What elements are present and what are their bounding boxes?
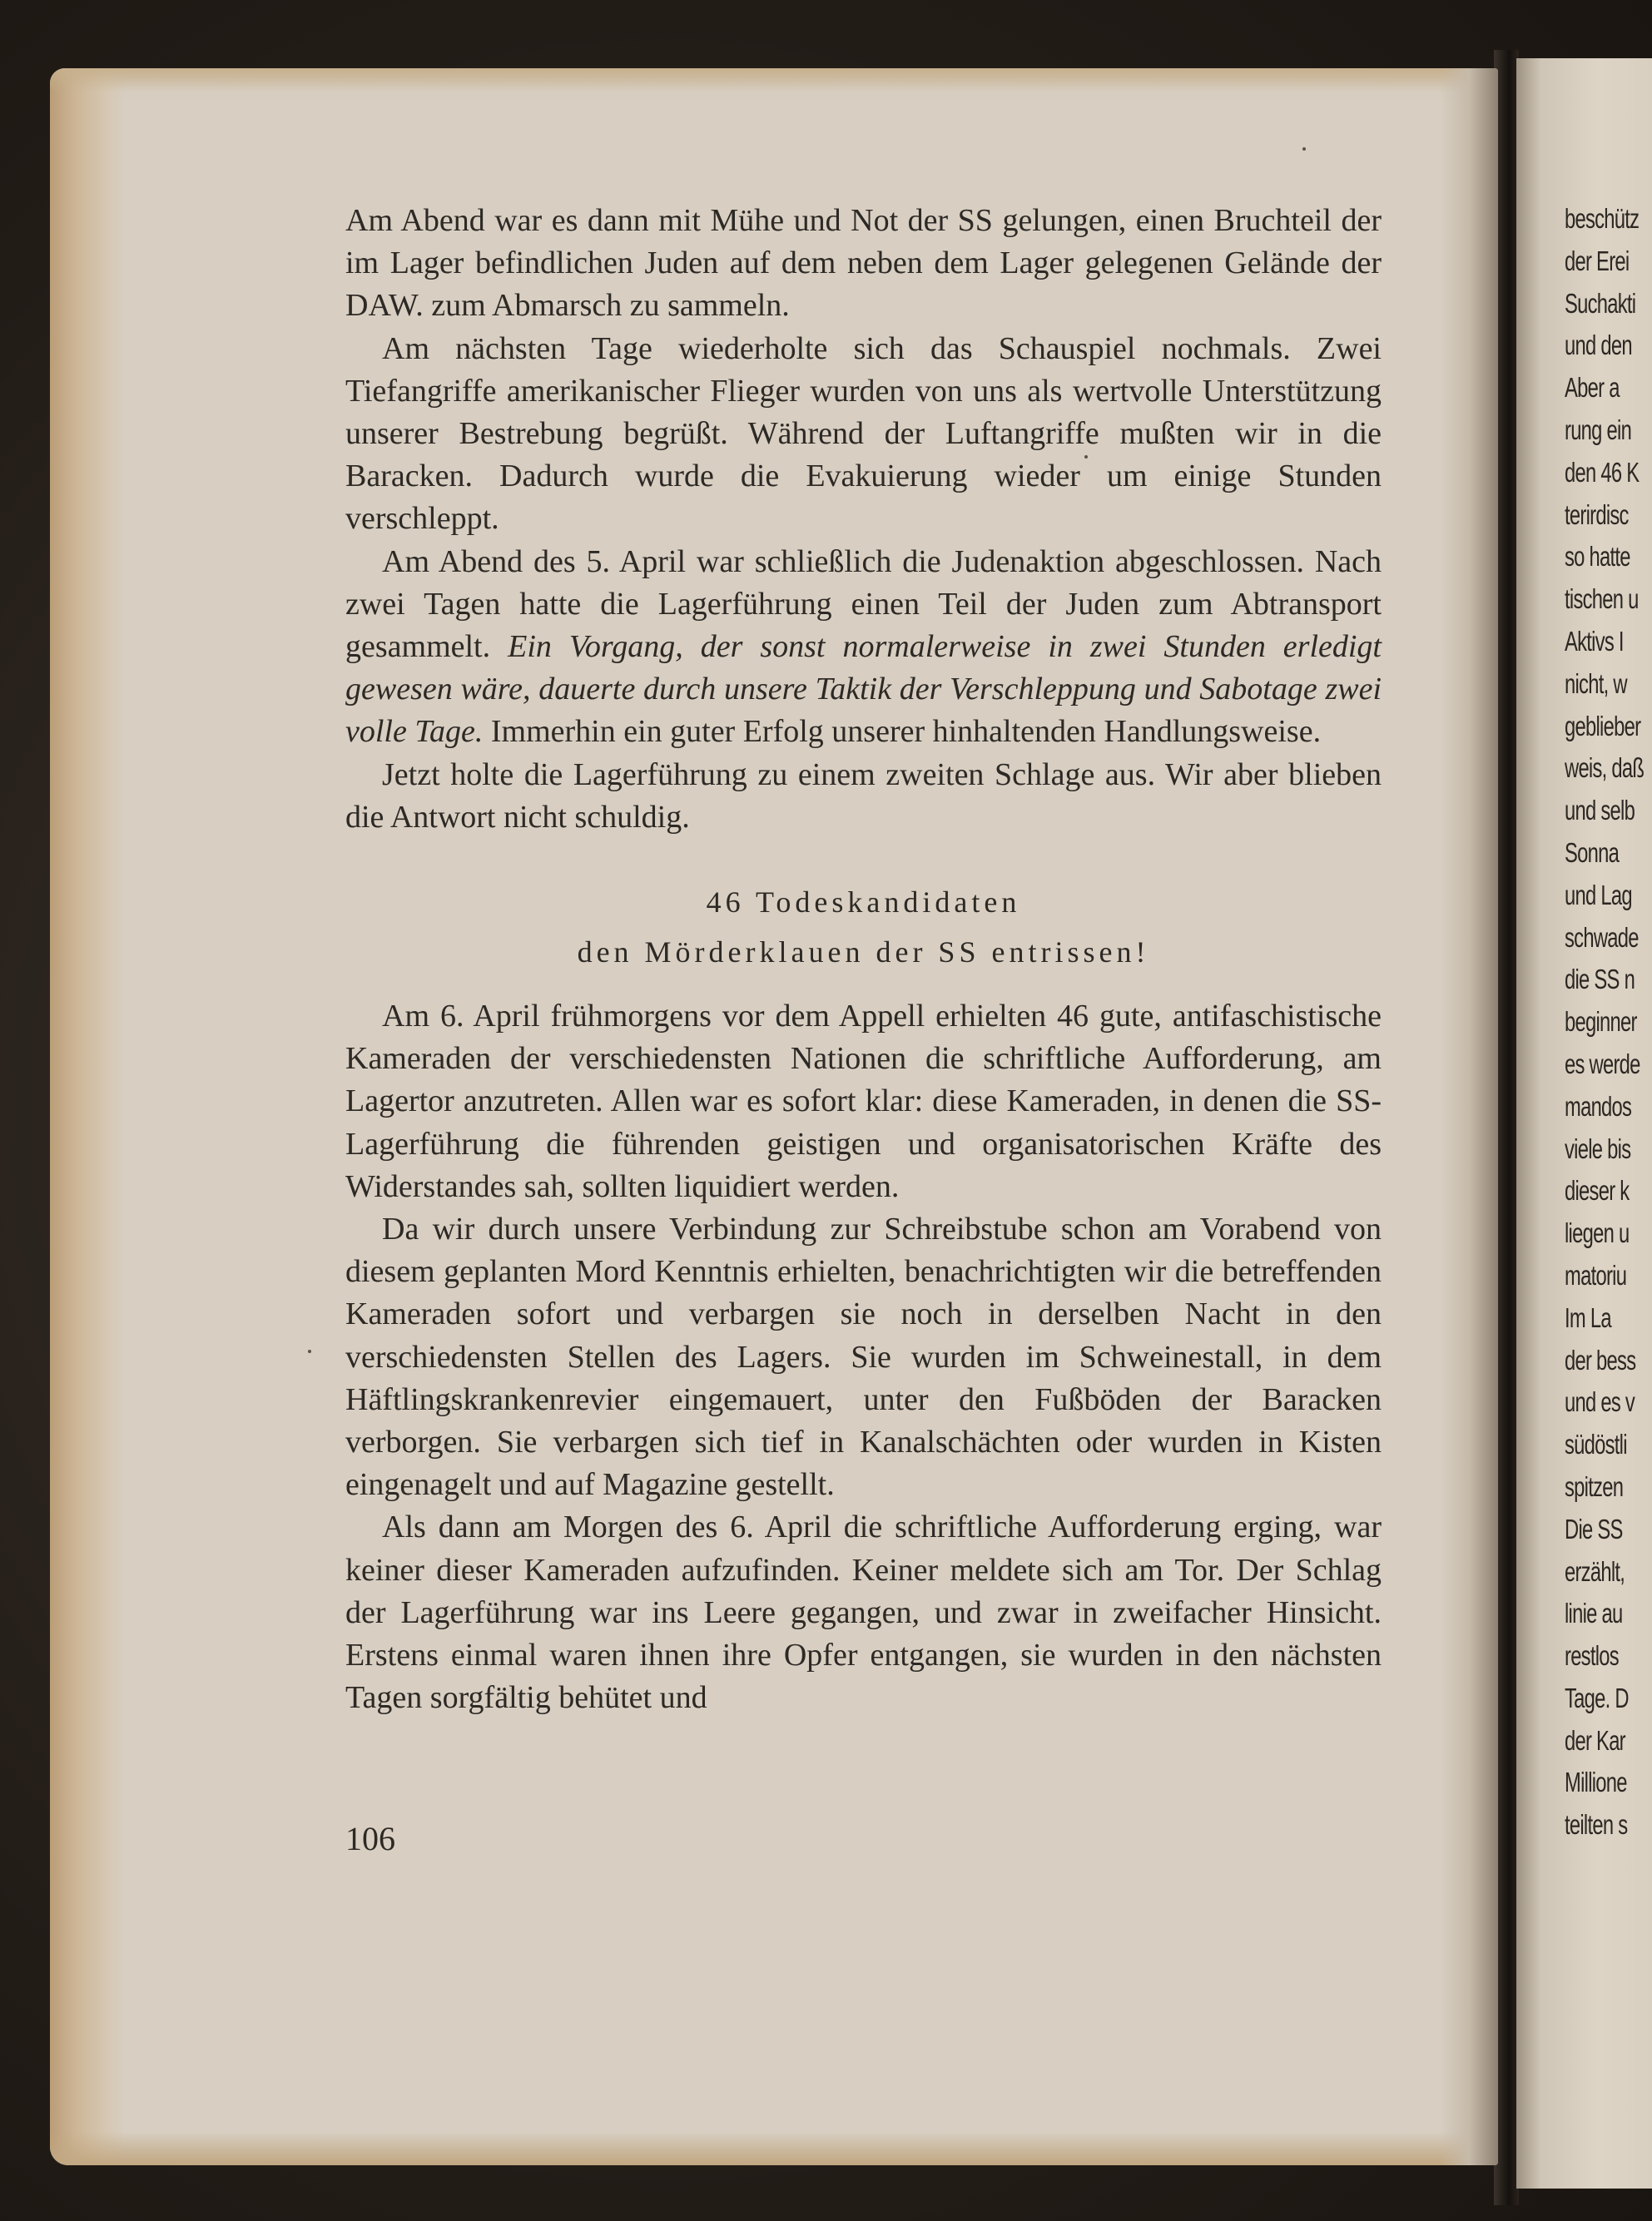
right-page-line: und Lag	[1565, 879, 1632, 910]
right-page-line: beschütz	[1565, 203, 1640, 234]
right-page-line: terirdisc	[1565, 498, 1629, 530]
right-page-line: Millione	[1565, 1767, 1627, 1798]
right-page-line: Suchakti	[1565, 287, 1636, 319]
right-page-line: es werde	[1565, 1048, 1640, 1079]
paragraph: Am 6. April frühmorgens vor dem Appell erhielten 46 gute, antifaschistische Kameraden der verschiedensten Nationen die schriftliche Aufforderung, am Lagertor anzutreten. Allen war es sofort klar: diese Kameraden, in denen die SS-Lagerführung die führenden geistigen und organisatorischen Kräfte des Widerstandes sah, sollten liquidiert werden.	[345, 999, 1382, 1204]
paragraph: Da wir durch unsere Verbindung zur Schreibstube schon am Vorabend von diesem geplanten Mord Kenntnis erhielten, benachrichtigten wir die betreffenden Kameraden sofort und verbargen sie noch in derselben Nacht in den verschiedensten Stellen des Lagers. Sie wurden im Schweinestall, in dem Häftlingskrankenrevier eingemauert, unter den Fußböden der Baracken verborgen. Sie verbargen sich tief in Kanalschächten oder wurden in Kisten eingenagelt und auf Magazine gestellt.	[345, 1212, 1382, 1503]
right-page-line: südöstli	[1565, 1429, 1627, 1460]
right-page-line: matoriu	[1565, 1259, 1627, 1291]
right-page-line: viele bis	[1565, 1133, 1631, 1164]
section-heading	[345, 877, 1382, 977]
paragraph-text: Am Abend des 5. April war schließlich die Judenaktion abgeschlossen. Nach zwei Tagen hatte die Lagerführung einen Teil der Juden zum Abtransport gesammelt.	[345, 543, 1382, 665]
right-page-line: so hatte	[1565, 541, 1630, 573]
body-text	[345, 200, 1382, 1720]
right-page-line: Die SS	[1565, 1513, 1623, 1544]
paragraph: Jetzt holte die Lagerführung zu einem zweiten Schlage aus. Wir aber blieben die Antwort nicht schuldig.	[345, 756, 1382, 835]
page-edge-left	[50, 68, 125, 2165]
right-page-line: der bess	[1565, 1344, 1636, 1376]
page-edge-top	[50, 68, 1498, 92]
right-page-line: Sonna	[1565, 836, 1620, 868]
right-page-line: schwade	[1565, 921, 1639, 953]
right-page-line: den 46 K	[1565, 456, 1640, 488]
right-page-line: die SS n	[1565, 964, 1635, 995]
right-page-line: und selb	[1565, 795, 1635, 826]
page-edge-bottom	[50, 2132, 1498, 2165]
paper-speck	[1302, 147, 1306, 151]
right-page-text-fragments	[1565, 198, 1644, 1847]
right-page-line: linie au	[1565, 1598, 1623, 1629]
page-gutter-shadow	[1440, 68, 1498, 2165]
right-page-line: erzählt,	[1565, 1555, 1625, 1587]
section-body	[345, 995, 1382, 1719]
right-page-line: Aber a	[1565, 372, 1620, 404]
right-page-line: weis, daß	[1565, 752, 1645, 784]
right-page-line: spitzen	[1565, 1470, 1624, 1502]
right-page-line: teilten s	[1565, 1809, 1628, 1841]
heading-line-2: den Mörderklauen der SS entrissen!	[577, 935, 1150, 969]
right-page-line: rung ein	[1565, 414, 1632, 445]
right-page-line: Tage. D	[1565, 1682, 1629, 1713]
page-number: 106	[345, 1820, 395, 1857]
right-page-line: Im La	[1565, 1301, 1611, 1333]
right-page-line: der Erei	[1565, 245, 1630, 276]
paragraph-text: Immerhin ein guter Erfolg unserer hinhaltenden Handlungsweise.	[483, 714, 1322, 750]
paragraph: Als dann am Morgen des 6. April die schriftliche Aufforderung erging, war keiner dieser Kameraden aufzufinden. Keiner meldete sich am Tor. Der Schlag der Lagerführung war ins Leere gegangen, und zwar in zweifacher Hinsicht. Erstens einmal waren ihnen ihre Opfer entgangen, sie wurden in den nächsten Tagen sorgfältig behütet und	[345, 1510, 1382, 1716]
right-page-line: dieser k	[1565, 1175, 1630, 1207]
right-page-line: beginner	[1565, 1006, 1637, 1038]
right-page-line: nicht, w	[1565, 667, 1627, 699]
right-page	[1516, 58, 1652, 2189]
paragraph	[345, 541, 1382, 754]
right-page-line: und den	[1565, 330, 1632, 361]
paragraph: Am nächsten Tage wiederholte sich das Schauspiel nochmals. Zwei Tiefangriffe amerikanischer Flieger wurden von uns als wertvolle Unterstützung unserer Bestrebung begrüßt. Während der Luftangriffe mußten wir in die Baracken. Dadurch wurde die Evakuierung wieder um einige Stunden verschleppt.	[345, 330, 1382, 537]
right-page-line: Aktivs I	[1565, 625, 1624, 657]
right-page-line: der Kar	[1565, 1724, 1625, 1756]
right-page-line: tischen u	[1565, 583, 1639, 615]
paper-speck	[308, 1350, 311, 1353]
right-page-line: und es v	[1565, 1386, 1635, 1418]
right-page-line: geblieber	[1565, 710, 1641, 741]
right-page-line: liegen u	[1565, 1217, 1630, 1249]
right-page-line: restlos	[1565, 1640, 1619, 1672]
right-page-line: mandos	[1565, 1090, 1632, 1122]
paragraph: Am Abend war es dann mit Mühe und Not der SS gelungen, einen Bruchteil der im Lager befindlichen Juden auf dem neben dem Lager gelegenen Gelände der DAW. zum Abmarsch zu sammeln.	[345, 203, 1382, 324]
italic-emphasis: Ein Vorgang, der sonst normalerweise in zwei Stunden erledigt gewesen wäre, dauerte durch unsere Taktik der Verschleppung und Sabotage zwei volle Tage.	[345, 629, 1382, 750]
heading-line-1: 46 Todeskandidaten	[706, 885, 1021, 920]
